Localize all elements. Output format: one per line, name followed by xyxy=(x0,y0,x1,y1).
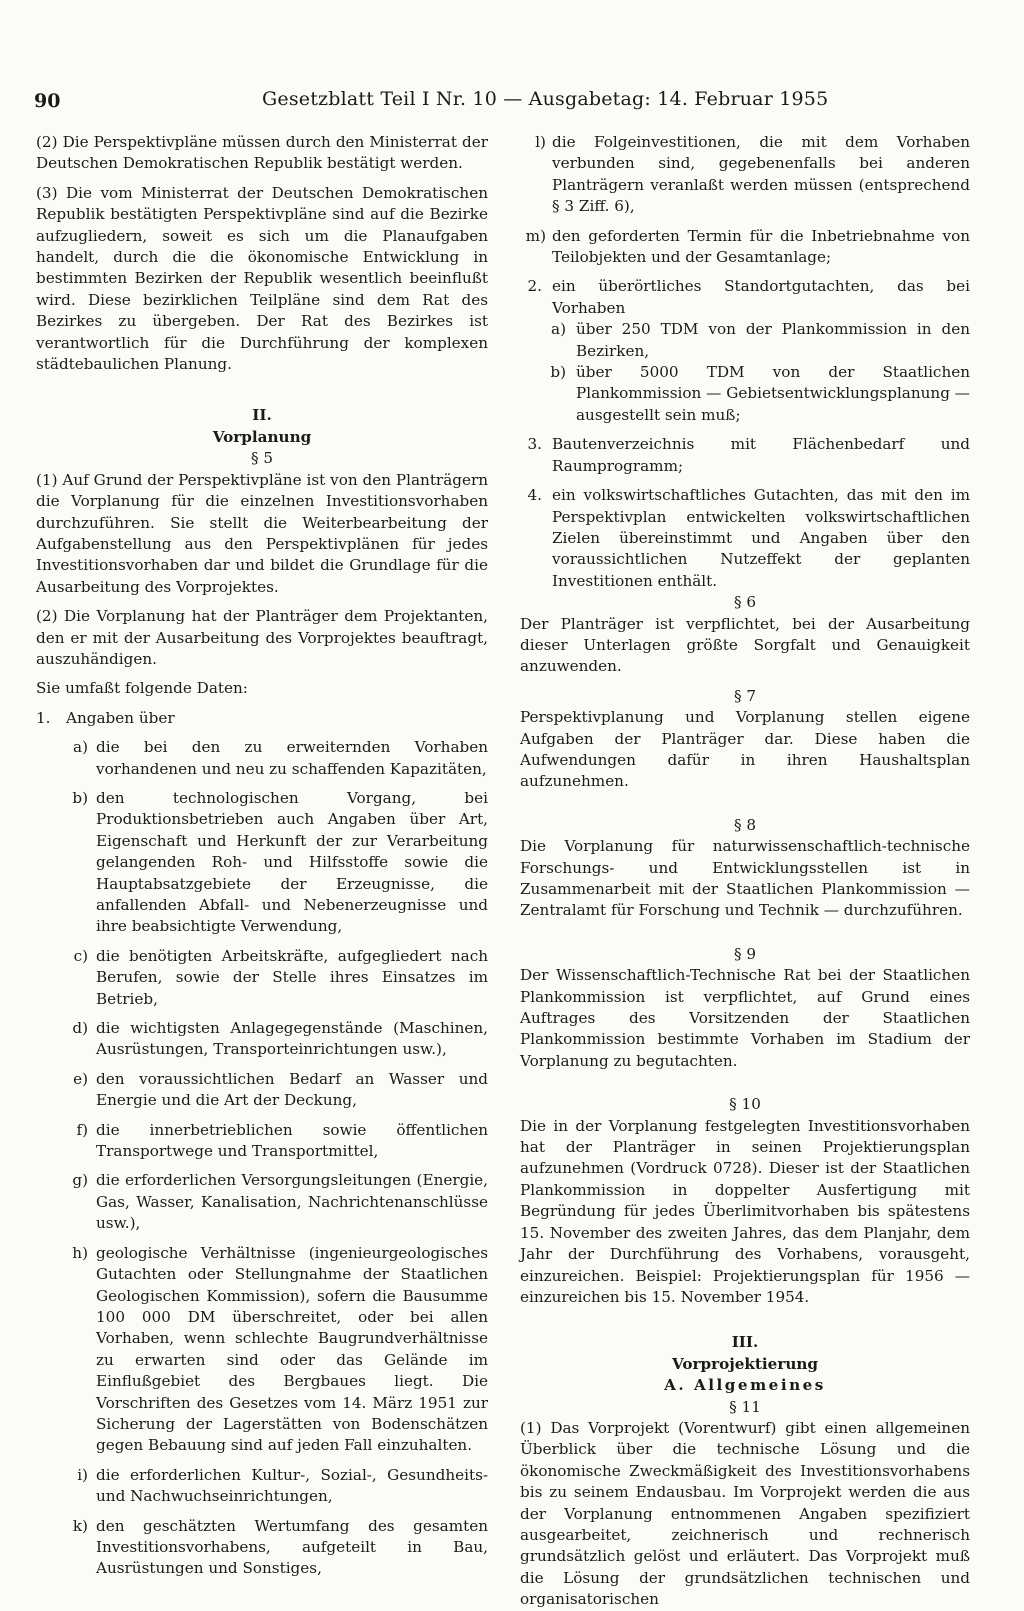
paragraph-heading-10: § 10 xyxy=(729,1095,761,1114)
list-item-text: ein volkswirtschaftliches Gutachten, das mit den im Perspektivplan entwickelten volkswirtschaftlichen Zielen übereinstimmt und Angaben über den voraussichtlichen Nutzeffekt der geplanten Investitionen enthält. xyxy=(552,486,970,590)
sub-item-label: a) xyxy=(551,320,566,339)
sub-item-f xyxy=(36,1120,488,1163)
sub-item-a xyxy=(36,737,488,780)
sub-item-text: die innerbetrieblichen sowie öffentlichen Transportwege und Transportmittel, xyxy=(96,1120,488,1161)
paragraph-heading-11: § 11 xyxy=(729,1397,761,1416)
sub-item-text: die benötigten Arbeitskräfte, aufgegliedert nach Berufen, sowie der Stelle ihres Einsatzes im Betrieb, xyxy=(96,946,488,1008)
paragraph-4-2: (2) Die Perspektivpläne müssen durch den Ministerrat der Deutschen Demokratischen Republik bestätigt werden. xyxy=(36,133,488,173)
section-number: II. xyxy=(252,406,272,425)
paragraph-9: Der Wissenschaftlich-Technische Rat bei der Staatlichen Plankommission ist verpflichtet, auf Grund eines Auftrages des Vorsitzenden der Staatlichen Plankommission bestimmte Vorhaben im Stadium der Vorplanung zu begutachten. xyxy=(520,966,970,1070)
paragraph-5-2: (2) Die Vorplanung hat der Planträger dem Projektanten, den er mit der Ausarbeitung des Vorprojektes beauftragt, auszuhändigen. xyxy=(36,607,488,668)
paragraph-4-3: (3) Die vom Ministerrat der Deutschen Demokratischen Republik bestätigten Perspektivpläne sind auf die Bezirke aufzugliedern, soweit es sich um die Planaufgaben handelt, durch die die ökonomische Entwicklung in bestimmten Bezirken der Republik wesentlich beeinflußt wird. Diese bezirklichen Teilpläne sind dem Rat des Bezirkes zu übergeben. Der Rat des Bezirkes ist verantwortlich für die Durchführung der komplexen städtebaulichen Planung. xyxy=(36,183,488,374)
list-item-4 xyxy=(520,485,970,592)
list-item-text: Bautenverzeichnis mit Flächenbedarf und Raumprogramm; xyxy=(552,435,970,475)
sub-item-label: k) xyxy=(72,1516,88,1535)
paragraph-heading-8: § 8 xyxy=(733,815,757,834)
section-title: Vorplanung xyxy=(212,427,312,446)
sub-item-text: geologische Verhältnisse (ingenieurgeologisches Gutachten oder Stellungnahme der Staatlichen Geologischen Kommission), sofern die Bausumme 100 000 DM überschreitet, oder bei allen Vorhaben, wenn schlechte Baugrundverhältnisse zu erwarten sind oder das Gelände im Einflußgebiet des Bergbaues liegt. Die Vorschriften des Gesetzes vom 14. März 1951 zur Sicherung der Lagerstätten von Bodenschätzen gegen Bebauung sind auf jeden Fall einzuhalten. xyxy=(96,1243,488,1455)
sub-item-text: die Folgeinvestitionen, die mit dem Vorhaben verbunden sind, gegebenenfalls bei anderen Planträgern veranlaßt werden müssen (entsprechend § 3 Ziff. 6), xyxy=(552,133,970,216)
sub-item-label: i) xyxy=(77,1465,88,1484)
sub-item-i xyxy=(36,1465,488,1508)
sub-item-label: f) xyxy=(76,1120,88,1139)
sub-item-text: den geschätzten Wertumfang des gesamten Investitionsvorhabens, aufgeteilt in Bau, Ausrüstungen und Sonstiges, xyxy=(96,1516,488,1578)
paragraph-5-1: (1) Auf Grund der Perspektivpläne ist von den Planträgern die Vorplanung für die einzelnen Investitionsvorhaben durchzuführen. Sie stellt die Weiterbearbeitung der Aufgabenstellung aus den Perspektivplänen für jedes Investitionsvorhaben dar und bildet die Grundlage für die Ausarbeitung des Vorprojektes. xyxy=(36,470,488,596)
paragraph-heading-9: § 9 xyxy=(733,944,757,963)
list-item-2 xyxy=(520,276,970,319)
sub-item-m xyxy=(520,226,970,269)
list-item-label: 2. xyxy=(527,277,542,296)
sub-item-e xyxy=(36,1069,488,1112)
sub-item-text: die bei den zu erweiternden Vorhaben vorhandenen und neu zu schaffenden Kapazitäten, xyxy=(96,738,488,778)
section-number: III. xyxy=(731,1333,759,1352)
page-header: Gesetzblatt Teil I Nr. 10 — Ausgabetag: 14. Februar 1955 xyxy=(262,88,829,110)
sub-item-k xyxy=(36,1516,488,1580)
list-item-text: Angaben über xyxy=(66,708,175,727)
sub-item-text: den voraussichtlichen Bedarf an Wasser und Energie und die Art der Deckung, xyxy=(96,1069,488,1110)
list-item-label: 4. xyxy=(527,486,542,505)
sub-item-d xyxy=(36,1018,488,1061)
sub-item-text: die wichtigsten Anlagegegenstände (Maschinen, Ausrüstungen, Transporteinrichtungen usw.), xyxy=(96,1019,488,1059)
sub-item-label: d) xyxy=(72,1019,88,1038)
sub-item-text: über 5000 TDM von der Staatlichen Plankommission — Gebietsentwicklungsplanung — ausgestellt sein muß; xyxy=(576,363,970,424)
sub-item-l xyxy=(520,132,970,218)
sub-item-text: die erforderlichen Kultur-, Sozial-, Gesundheits- und Nachwuchseinrichtungen, xyxy=(96,1465,488,1506)
sub-item-label: e) xyxy=(73,1069,88,1088)
list-item-text: ein überörtliches Standortgutachten, das bei Vorhaben xyxy=(552,277,970,317)
sub-item-label: h) xyxy=(72,1243,88,1262)
sub-item-2a xyxy=(520,319,970,362)
sub-item-label: c) xyxy=(73,946,88,965)
sub-item-text: den geforderten Termin für die Inbetriebnahme von Teilobjekten und der Gesamtanlage; xyxy=(552,226,970,267)
paragraph-heading-6: § 6 xyxy=(733,593,757,612)
subsection-title: A. Allgemeines xyxy=(664,1376,826,1395)
sub-item-c xyxy=(36,946,488,1010)
section-title: Vorprojektierung xyxy=(671,1354,819,1373)
page-number: 90 xyxy=(34,90,61,112)
list-item-label: 1. xyxy=(36,708,51,727)
list-item-3 xyxy=(520,434,970,477)
list-intro: Sie umfaßt folgende Daten: xyxy=(36,679,248,698)
sub-item-label: m) xyxy=(525,226,546,245)
sub-item-label: a) xyxy=(73,738,88,757)
sub-item-text: über 250 TDM von der Plankommission in den Bezirken, xyxy=(576,320,970,360)
sub-item-label: b) xyxy=(550,363,566,382)
left-column xyxy=(36,132,488,1580)
sub-item-label: l) xyxy=(535,133,546,151)
sub-item-g xyxy=(36,1170,488,1234)
list-item-label: 3. xyxy=(527,435,542,454)
paragraph-10: Die in der Vorplanung festgelegten Investitionsvorhaben hat der Planträger in seinen Projektierungsplan aufzunehmen (Vordruck 0728). Dieser ist der Staatlichen Plankommission in doppelter Ausfertigung mit Begründung für jedes Überlimitvorhaben bis spätestens 15. November des zweiten Jahres, das dem Planjahr, dem Jahr der Durchführung des Vorhabens, vorausgeht, einzureichen. Beispiel: Projektierungsplan für 1956 — einzureichen bis 15. November 1954. xyxy=(520,1116,970,1306)
paragraph-7: Perspektivplanung und Vorplanung stellen eigene Aufgaben der Planträger dar. Diese haben die Aufwendungen dafür in ihren Haushaltsplan aufzunehmen. xyxy=(520,708,970,791)
paragraph-heading-7: § 7 xyxy=(733,686,757,705)
sub-item-text: die erforderlichen Versorgungsleitungen (Energie, Gas, Wasser, Kanalisation, Nachrichtenanschlüsse usw.), xyxy=(96,1171,488,1233)
paragraph-6: Der Planträger ist verpflichtet, bei der Ausarbeitung dieser Unterlagen größte Sorgfalt und Genauigkeit anzuwenden. xyxy=(520,614,970,676)
sub-item-b xyxy=(36,788,488,938)
paragraph-8: Die Vorplanung für naturwissenschaftlich-technische Forschungs- und Entwicklungsstellen ist in Zusammenarbeit mit der Staatlichen Plankommission — Zentralamt für Forschung und Technik — durchzuführen. xyxy=(520,837,970,920)
sub-item-h xyxy=(36,1243,488,1457)
paragraph-heading-5: § 5 xyxy=(250,449,274,468)
sub-item-2b xyxy=(520,362,970,426)
right-column xyxy=(520,132,970,1611)
paragraph-11-1: (1) Das Vorprojekt (Vorentwurf) gibt einen allgemeinen Überblick über die technische Lösung und die ökonomische Zweckmäßigkeit des Investitionsvorhabens bis zu seinem Endausbau. Im Vorprojekt werden die aus der Vorplanung entnommenen Angaben spezifiziert ausgearbeitet, zeichnerisch und rechnerisch grundsätzlich gelöst und erläutert. Das Vorprojekt muß die Lösung der grundsätzlichen technischen und organisatorischen xyxy=(520,1418,970,1609)
sub-item-label: g) xyxy=(72,1171,88,1190)
list-item-1 xyxy=(36,708,488,729)
sub-item-text: den technologischen Vorgang, bei Produktionsbetrieben auch Angaben über Art, Eigenschaft und Herkunft der zur Verarbeitung gelangenden Roh- und Hilfsstoffe sowie die Hauptabsatzgebiete der Erzeugnisse, die anfallenden Abfall- und Nebenerzeugnisse und ihre beabsichtigte Verwendung, xyxy=(96,788,488,936)
sub-item-label: b) xyxy=(72,788,88,807)
